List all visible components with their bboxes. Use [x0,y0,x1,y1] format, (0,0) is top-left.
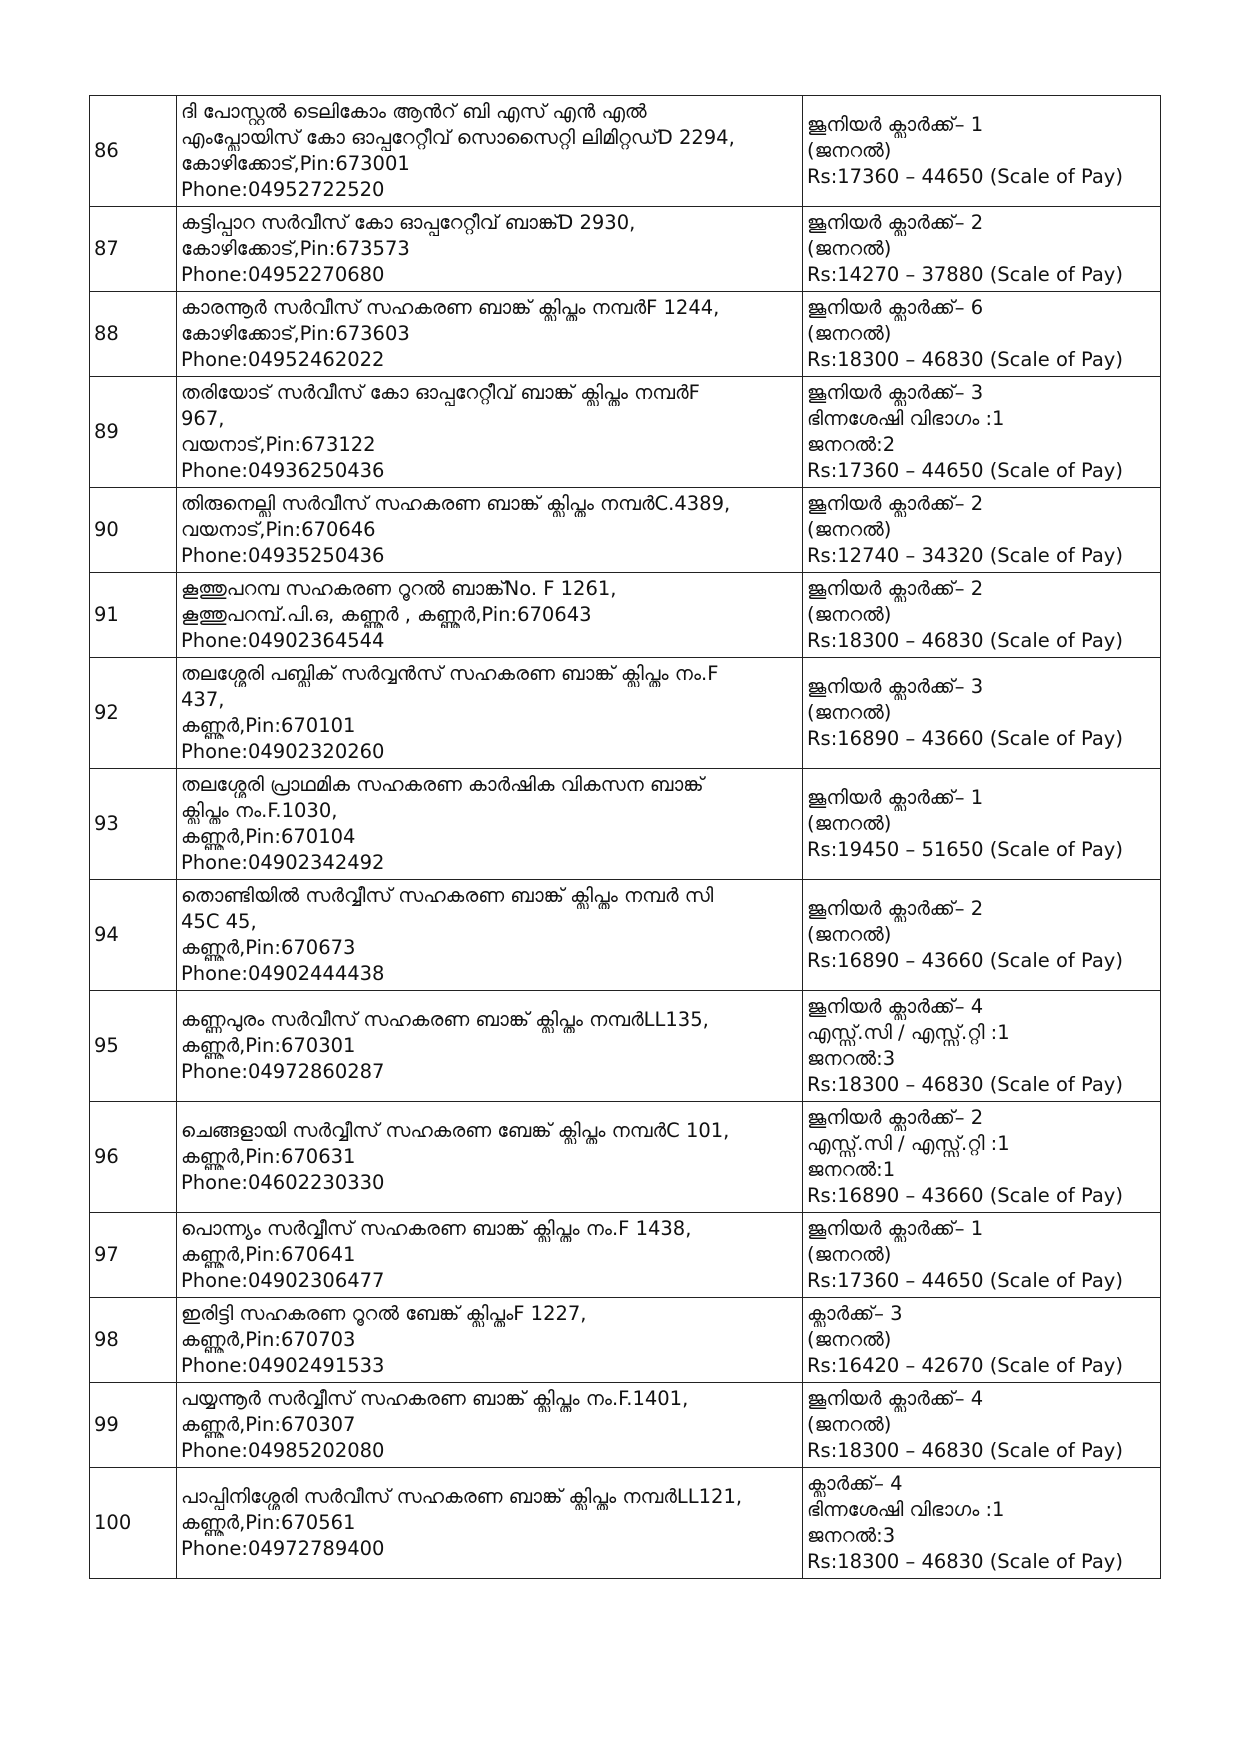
post-line: (ജനറൽ) [807,812,892,835]
institution-cell [177,96,803,207]
institution-line: ക്ലിപ്തം നം.F.1030, [181,799,338,822]
post-line: Rs:12740 – 34320 (Scale of Pay) [807,544,1123,567]
institution-line: Phone:04952722520 [181,178,385,201]
institution-line: 967, [181,407,225,430]
table-row [90,573,1161,658]
post-details-cell [803,96,1161,207]
institution-line: Phone:04936250436 [181,459,385,482]
post-details-cell [803,769,1161,880]
post-line: ജനറൽ:3 [807,1524,896,1547]
institution-line: Phone:04902342492 [181,851,385,874]
institution-cell [177,1468,803,1579]
post-line: Rs:14270 – 37880 (Scale of Pay) [807,263,1123,286]
post-details-cell [803,658,1161,769]
institution-line: ദി പോസ്റ്റൽ ടെലികോം ആൻറ് ബി എസ് എൻ എൽ [181,100,647,123]
institution-line: കണ്ണൂർ,Pin:670104 [181,825,356,848]
post-line: (ജനറൽ) [807,1413,892,1436]
institution-line: വയനാട്,Pin:670646 [181,518,376,541]
post-line: ജനറൽ:3 [807,1047,896,1070]
serial-number-cell: 98 [90,1298,177,1383]
post-line: ജൂനിയർ ക്ലാർക്ക്– 2 [807,211,984,234]
table-row [90,207,1161,292]
post-line: ജൂനിയർ ക്ലാർക്ക്– 4 [807,1387,984,1410]
institution-line: കണ്ണൂർ,Pin:670101 [181,714,356,737]
serial-number-cell: 93 [90,769,177,880]
table-row [90,1298,1161,1383]
post-line: Rs:16890 – 43660 (Scale of Pay) [807,727,1123,750]
institution-line: കണ്ണപുരം സർവീസ് സഹകരണ ബാങ്ക് ക്ലിപ്തം നമ്പർLL135, [181,1008,709,1031]
table-row [90,1213,1161,1298]
institution-line: Phone:04902444438 [181,962,385,985]
post-line: Rs:18300 – 46830 (Scale of Pay) [807,348,1123,371]
institution-line: കാരന്നൂർ സർവീസ് സഹകരണ ബാങ്ക് ക്ലിപ്തം നമ്പർF 1244, [181,296,720,319]
institution-cell [177,488,803,573]
serial-number-cell: 86 [90,96,177,207]
serial-number-cell: 87 [90,207,177,292]
serial-number-cell: 97 [90,1213,177,1298]
post-details-cell [803,1298,1161,1383]
institution-line: കണ്ണൂർ,Pin:670307 [181,1413,356,1436]
post-line: (ജനറൽ) [807,923,892,946]
institution-line: Phone:04972789400 [181,1537,385,1560]
post-line: Rs:17360 – 44650 (Scale of Pay) [807,1269,1123,1292]
institution-line: കണ്ണൂർ,Pin:670561 [181,1511,356,1534]
institution-line: തരിയോട് സർവീസ് കോ ഓപ്പറേറ്റീവ് ബാങ്ക് ക്ലിപ്തം നമ്പർF [181,381,700,404]
post-line: ജൂനിയർ ക്ലാർക്ക്– 2 [807,577,984,600]
institution-line: പാപ്പിനിശ്ശേരി സർവീസ് സഹകരണ ബാങ്ക് ക്ലിപ്തം നമ്പർLL121, [181,1485,743,1508]
institution-line: കണ്ണൂർ,Pin:670703 [181,1328,356,1351]
institution-line: കണ്ണൂർ,Pin:670641 [181,1243,356,1266]
post-line: ജൂനിയർ ക്ലാർക്ക്– 3 [807,675,984,698]
post-line: (ജനറൽ) [807,322,892,345]
post-line: ജൂനിയർ ക്ലാർക്ക്– 1 [807,786,984,809]
post-line: Rs:17360 – 44650 (Scale of Pay) [807,165,1123,188]
institution-line: Phone:04985202080 [181,1439,385,1462]
serial-number-cell: 91 [90,573,177,658]
institution-line: തലശ്ശേരി പബ്ലിക് സർവ്വൻസ് സഹകരണ ബാങ്ക് ക്ലിപ്തം നം.F [181,662,719,685]
post-details-cell [803,488,1161,573]
post-details-cell [803,1383,1161,1468]
institution-line: തലശ്ശേരി പ്രാഥമിക സഹകരണ കാർഷിക വികസന ബാങ്ക് [181,773,704,796]
post-details-cell [803,991,1161,1102]
institution-line: കോഴിക്കോട്,Pin:673573 [181,237,410,260]
institution-cell [177,207,803,292]
institution-line: കട്ടിപ്പാറ സർവീസ് കോ ഓപ്പറേറ്റീവ് ബാങ്ക്D 2930, [181,211,636,234]
institution-cell [177,573,803,658]
post-details-cell [803,880,1161,991]
post-line: (ജനറൽ) [807,518,892,541]
serial-number-cell: 96 [90,1102,177,1213]
post-line: ജൂനിയർ ക്ലാർക്ക്– 1 [807,1217,984,1240]
institution-line: Phone:04602230330 [181,1171,385,1194]
institution-line: കോഴിക്കോട്,Pin:673603 [181,322,410,345]
post-line: Rs:18300 – 46830 (Scale of Pay) [807,1073,1123,1096]
table-row [90,991,1161,1102]
table-row [90,292,1161,377]
post-line: ജൂനിയർ ക്ലാർക്ക്– 6 [807,296,984,319]
post-line: ജനറൽ:2 [807,433,896,456]
post-line: ജൂനിയർ ക്ലാർക്ക്– 1 [807,113,984,136]
institution-line: കണ്ണൂർ,Pin:670631 [181,1145,356,1168]
post-details-cell [803,377,1161,488]
institution-line: എംപ്ലോയിസ് കോ ഓപ്പറേറ്റീവ് സൊസൈറ്റി ലിമിറ്റഡ്D 2294, [181,126,735,149]
post-details-cell [803,292,1161,377]
post-line: Rs:18300 – 46830 (Scale of Pay) [807,1550,1123,1573]
serial-number-cell: 90 [90,488,177,573]
table-row [90,96,1161,207]
vacancy-table [89,95,1161,1579]
post-details-cell [803,1213,1161,1298]
institution-line: Phone:04972860287 [181,1060,385,1083]
institution-cell [177,880,803,991]
institution-cell [177,292,803,377]
institution-cell [177,991,803,1102]
post-line: ക്ലാർക്ക്– 4 [807,1472,903,1495]
serial-number-cell: 94 [90,880,177,991]
post-details-cell [803,1468,1161,1579]
post-line: Rs:16890 – 43660 (Scale of Pay) [807,949,1123,972]
post-line: (ജനറൽ) [807,1328,892,1351]
serial-number-cell: 99 [90,1383,177,1468]
table-row [90,488,1161,573]
institution-line: പയ്യന്നൂർ സർവ്വീസ് സഹകരണ ബാങ്ക് ക്ലിപ്തം നം.F.1401, [181,1387,689,1410]
institution-line: തിരുനെല്ലി സർവീസ് സഹകരണ ബാങ്ക് ക്ലിപ്തം നമ്പർC.4389, [181,492,731,515]
post-details-cell [803,207,1161,292]
post-line: Rs:18300 – 46830 (Scale of Pay) [807,1439,1123,1462]
institution-line: ചെങ്ങളായി സർവ്വീസ് സഹകരണ ബേങ്ക് ക്ലിപ്തം നമ്പർC 101, [181,1119,730,1142]
institution-cell [177,1298,803,1383]
institution-cell [177,1213,803,1298]
institution-cell [177,1383,803,1468]
serial-number-cell: 89 [90,377,177,488]
table-row [90,1102,1161,1213]
institution-cell [177,1102,803,1213]
table-row [90,769,1161,880]
serial-number-cell: 100 [90,1468,177,1579]
serial-number-cell: 92 [90,658,177,769]
institution-line: വയനാട്,Pin:673122 [181,433,376,456]
table-body [90,96,1161,1579]
post-line: (ജനറൽ) [807,1243,892,1266]
institution-line: Phone:04902320260 [181,740,385,763]
post-line: എസ്സ്.സി / എസ്സ്.റ്റി :1 [807,1021,1010,1044]
post-line: Rs:17360 – 44650 (Scale of Pay) [807,459,1123,482]
post-line: Rs:16420 – 42670 (Scale of Pay) [807,1354,1123,1377]
institution-line: ഇരിട്ടി സഹകരണ റൂറൽ ബേങ്ക് ക്ലിപ്തംF 1227, [181,1302,587,1325]
institution-line: പൊന്ന്യം സർവ്വീസ് സഹകരണ ബാങ്ക് ക്ലിപ്തം നം.F 1438, [181,1217,692,1240]
post-line: (ജനറൽ) [807,237,892,260]
post-line: ജൂനിയർ ക്ലാർക്ക്– 2 [807,897,984,920]
post-line: ഭിന്നശേഷി വിഭാഗം :1 [807,407,1005,430]
institution-line: Phone:04902491533 [181,1354,385,1377]
post-line: (ജനറൽ) [807,701,892,724]
post-details-cell [803,573,1161,658]
institution-line: Phone:04935250436 [181,544,385,567]
table-row [90,1383,1161,1468]
table-row [90,880,1161,991]
post-line: എസ്സ്.സി / എസ്സ്.റ്റി :1 [807,1132,1010,1155]
table-row [90,1468,1161,1579]
post-line: ജൂനിയർ ക്ലാർക്ക്– 2 [807,1106,984,1129]
institution-line: കണ്ണൂർ,Pin:670673 [181,936,356,959]
institution-line: Phone:04952462022 [181,348,385,371]
post-line: Rs:18300 – 46830 (Scale of Pay) [807,629,1123,652]
institution-cell [177,769,803,880]
post-line: (ജനറൽ) [807,603,892,626]
institution-line: കൂത്തുപറമ്പ്.പി.ഒ, കണ്ണൂർ , കണ്ണൂർ,Pin:670643 [181,603,592,626]
post-line: Rs:16890 – 43660 (Scale of Pay) [807,1184,1123,1207]
table-row [90,658,1161,769]
post-line: Rs:19450 – 51650 (Scale of Pay) [807,838,1123,861]
post-line: ജൂനിയർ ക്ലാർക്ക്– 3 [807,381,984,404]
institution-cell [177,658,803,769]
institution-line: തൊണ്ടിയിൽ സർവ്വീസ് സഹകരണ ബാങ്ക് ക്ലിപ്തം നമ്പർ സി [181,884,714,907]
table-row [90,377,1161,488]
post-line: (ജനറൽ) [807,139,892,162]
post-line: ഭിന്നശേഷി വിഭാഗം :1 [807,1498,1005,1521]
institution-line: 437, [181,688,225,711]
institution-cell [177,377,803,488]
post-details-cell [803,1102,1161,1213]
institution-line: 45C 45, [181,910,257,933]
institution-line: Phone:04902364544 [181,629,385,652]
post-line: ക്ലാർക്ക്– 3 [807,1302,903,1325]
institution-line: Phone:04902306477 [181,1269,385,1292]
serial-number-cell: 88 [90,292,177,377]
post-line: ജനറൽ:1 [807,1158,896,1181]
institution-line: Phone:04952270680 [181,263,385,286]
post-line: ജൂനിയർ ക്ലാർക്ക്– 2 [807,492,984,515]
institution-line: കൂത്തുപറമ്പ സഹകരണ റൂറൽ ബാങ്ക്No. F 1261, [181,577,617,600]
serial-number-cell: 95 [90,991,177,1102]
institution-line: കണ്ണൂർ,Pin:670301 [181,1034,356,1057]
institution-line: കോഴിക്കോട്,Pin:673001 [181,152,410,175]
post-line: ജൂനിയർ ക്ലാർക്ക്– 4 [807,995,984,1018]
